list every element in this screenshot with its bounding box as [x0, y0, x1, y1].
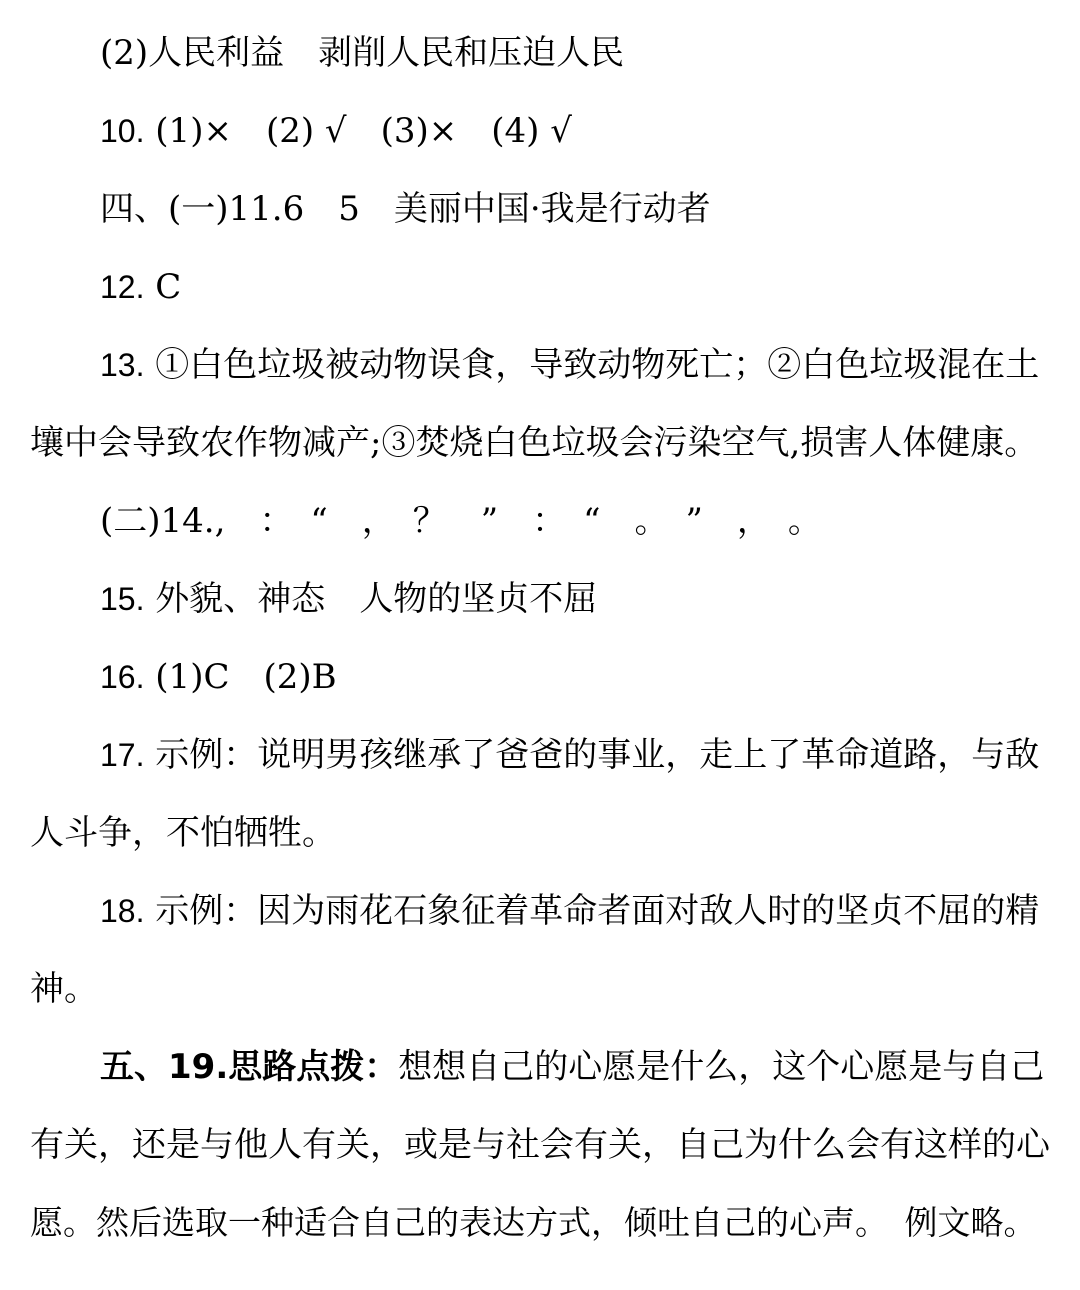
question-number: 18.: [100, 893, 145, 929]
answer-line-14: [100, 495, 1066, 547]
question-number: 12.: [100, 269, 145, 305]
line-text: (1)× (2) √ (3)× (4) √: [144, 111, 572, 151]
answer-line-17-cont: [30, 807, 1066, 859]
line-text: 壤中会导致农作物减产;③焚烧白色垃圾会污染空气,损害人体健康。: [30, 423, 1039, 463]
answer-line-12: [100, 261, 1066, 313]
line-text: (二)14., ： “ ， ？ ” ： “ 。 ” ， 。: [100, 501, 822, 541]
line-text: ①白色垃圾被动物误食，导致动物死亡；②白色垃圾混在土: [144, 345, 1040, 385]
answer-line-19: [100, 1041, 1066, 1093]
answer-line-section-4-11: [100, 183, 1066, 235]
line-text: 四、(一)11.6 5 美丽中国·我是行动者: [100, 189, 711, 229]
answer-line-9-2: [100, 27, 1066, 79]
answer-line-10: [100, 105, 1066, 157]
question-number: 13.: [100, 347, 145, 383]
answer-line-19-cont-2: [30, 1197, 1066, 1249]
line-text: 愿。然后选取一种适合自己的表达方式，倾吐自己的心声。 例文略。: [30, 1203, 1037, 1242]
line-text: 有关，还是与他人有关，或是与社会有关，自己为什么会有这样的心: [30, 1125, 1050, 1165]
line-text: 示例：因为雨花石象征着革命者面对敌人时的坚贞不屈的精: [144, 891, 1040, 931]
line-text: 外貌、神态 人物的坚贞不屈: [144, 579, 598, 619]
question-number: 10.: [100, 113, 145, 149]
line-text: (1)C (2)B: [144, 657, 337, 697]
section-heading: 五、19.思路点拨：: [100, 1047, 399, 1087]
line-text: 人斗争，不怕牺牲。: [30, 813, 336, 853]
answer-line-15: [100, 573, 1066, 625]
line-text: 示例：说明男孩继承了爸爸的事业，走上了革命道路，与敌: [144, 735, 1040, 775]
line-text: 神。: [30, 969, 98, 1009]
answer-line-13: [100, 339, 1066, 391]
answer-line-17: [100, 729, 1066, 781]
question-number: 16.: [100, 659, 145, 695]
line-text: C: [144, 267, 182, 307]
answer-line-18-cont: [30, 963, 1066, 1015]
question-number: 15.: [100, 581, 145, 617]
answer-line-16: [100, 651, 1066, 703]
line-text: 想想自己的心愿是什么，这个心愿是与自己: [398, 1047, 1045, 1087]
answer-line-19-cont-1: [30, 1119, 1066, 1171]
line-text: (2)人民利益 剥削人民和压迫人民: [100, 33, 625, 73]
answer-line-13-cont: [30, 417, 1066, 469]
answer-line-18: [100, 885, 1066, 937]
question-number: 17.: [100, 737, 145, 773]
